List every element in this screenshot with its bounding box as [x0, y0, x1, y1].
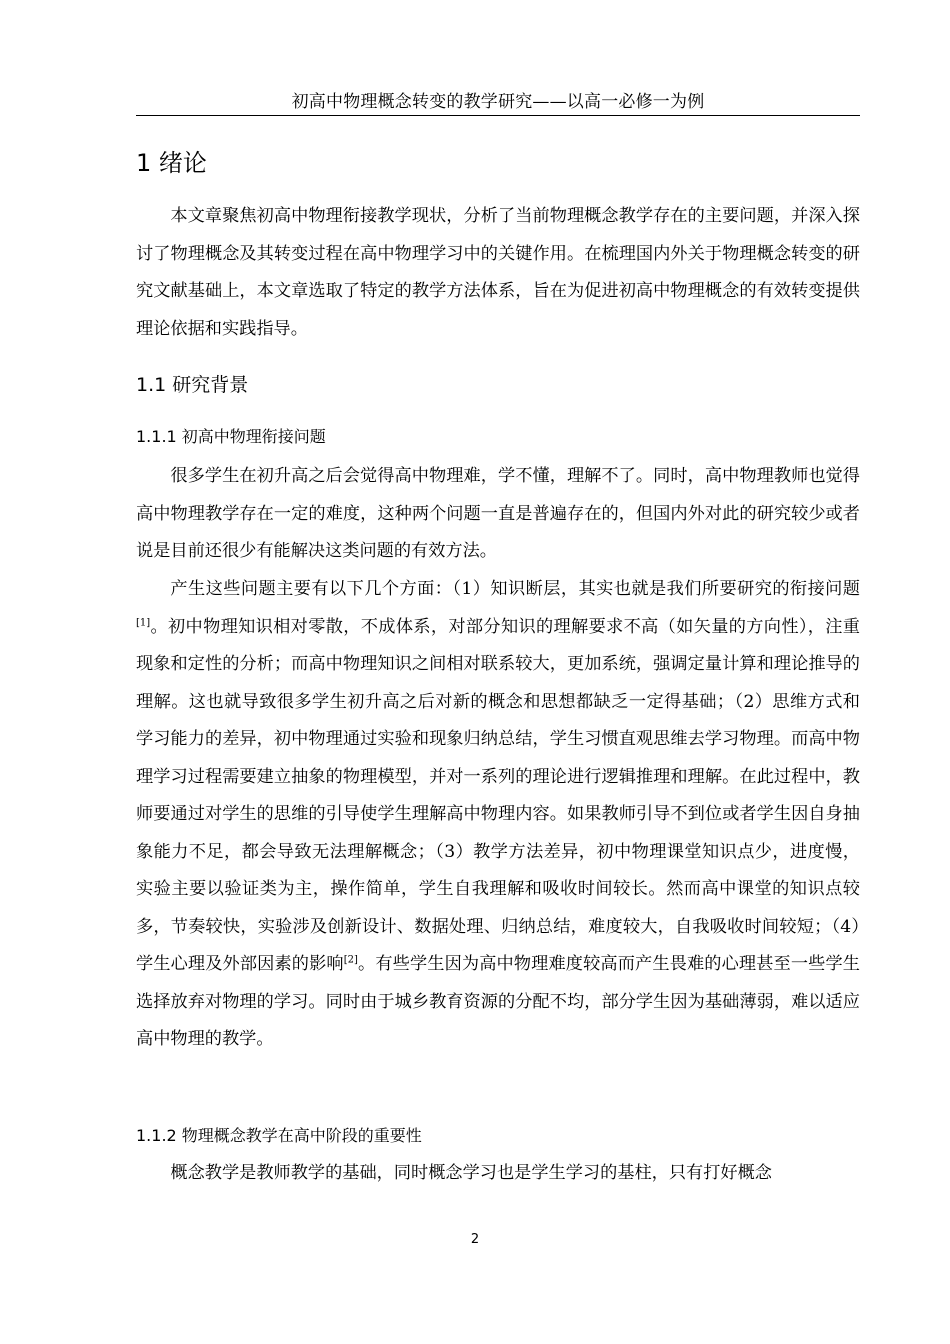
subsection-heading-1-1-1: 1.1.1 初高中物理衔接问题 — [136, 427, 326, 446]
paragraph-importance-1: 概念教学是教师教学的基础，同时概念学习也是学生学习的基柱，只有打好概念 — [170, 1163, 772, 1183]
running-header: 初高中物理概念转变的教学研究——以高一必修一为例 — [291, 92, 705, 112]
header-rule — [136, 115, 860, 116]
paragraph-text: 。有些学生因为高中物理难度较高而产生畏难的心理甚至一些学生选择放弃对物理的学习。同时由于城乡教育资源的分配不均，部分学生因为基础薄弱，难以适应高中物理的教学。 — [136, 954, 860, 1049]
page-number: 2 — [470, 1232, 480, 1247]
paragraph-bridging-1: 很多学生在初升高之后会觉得高中物理难，学不懂，理解不了。同时，高中物理教师也觉得高中物理教学存在一定的难度，这种两个问题一直是普遍存在的，但国内外对此的研究较少或者说是目前还很少有能解决这类问题的有效方法。 — [136, 466, 860, 561]
paragraph-text: 。初中物理知识相对零散，不成体系，对部分知识的理解要求不高（如矢量的方向性），注重现象和定性的分析；而高中物理知识之间相对联系较大，更加系统，强调定量计算和理论推导的理解。这也就导致很多学生初升高之后对新的概念和思想都缺乏一定得基础；（2）思维方式和学习能力的差异，初中物理通过实验和现象归纳总结，学生习惯直观思维去学习物理。而高中物理学习过程需要建立抽象的物理模型，并对一系列的理论进行逻辑推理和理解。在此过程中，教师要通过对学生的思维的引导使学生理解高中物理内容。如果教师引导不到位或者学生因自身抽象能力不足，都会导致无法理解概念；（3）教学方法差异，初中物理课堂知识点少，进度慢，实验主要以验证类为主，操作简单，学生自我理解和吸收时间较长。然而高中课堂的知识点较多，节奏较快，实验涉及创新设计、数据处理、归纳总结，难度较大，自我吸收时间较短；（4）学生心理及外部因素的影响 — [136, 616, 860, 974]
citation-ref: [1] — [136, 616, 151, 628]
chapter-heading: 1 绪论 — [136, 149, 207, 177]
chapter-intro-paragraph: 本文章聚焦初高中物理衔接教学现状，分析了当前物理概念教学存在的主要问题，并深入探讨了物理概念及其转变过程在高中物理学习中的关键作用。在梳理国内外关于物理概念转变的研究文献基础上，本文章选取了特定的教学方法体系，旨在为促进初高中物理概念的有效转变提供理论依据和实践指导。 — [136, 206, 860, 339]
citation-ref: [2] — [343, 954, 358, 966]
paragraph-text: 产生这些问题主要有以下几个方面：（1）知识断层，其实也就是我们所要研究的衔接问题 — [170, 579, 860, 599]
subsection-heading-1-1-2: 1.1.2 物理概念教学在高中阶段的重要性 — [136, 1126, 422, 1145]
section-heading-1-1: 1.1 研究背景 — [136, 374, 249, 396]
paragraph-bridging-2 — [136, 571, 860, 1059]
